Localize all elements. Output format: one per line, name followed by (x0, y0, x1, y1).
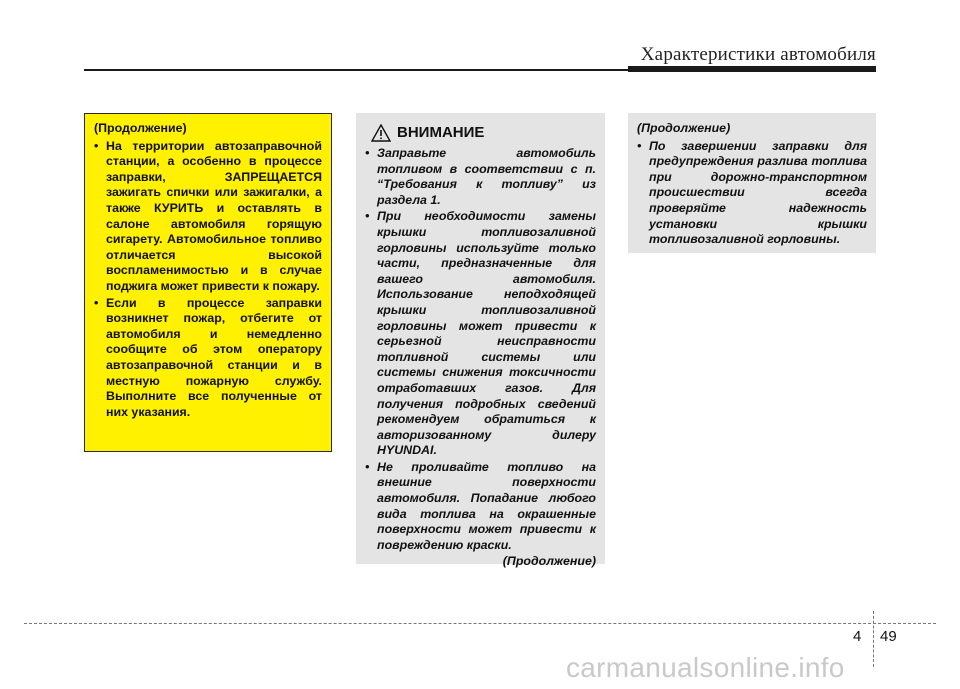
warning-heading-text: ВНИМАНИЕ (397, 124, 485, 142)
footer-vertical-dashed-rule (873, 611, 874, 667)
continued-warning-box (628, 113, 876, 253)
warning-continued-label: (Продолжение) (502, 554, 596, 569)
warning-heading (371, 124, 596, 142)
caution-item: • На территории автозаправочной станции, а особенно в процессе заправки, ЗАПРЕЩАЕТСЯ зажигать спички или зажигалки, а также КУРИТЬ и оставлять в салоне автомобиля горящую сигарету. Автомобильное топливо отличается высокой воспламенимостью и в случае поджига может привести к пожару. (94, 139, 322, 295)
footer-dashed-rule (24, 623, 936, 624)
right-list (637, 139, 867, 248)
right-continued-label: (Продолжение) (637, 121, 731, 135)
watermark: carmanualsonline.info (566, 652, 845, 683)
header-rule-thick (628, 66, 876, 72)
warning-triangle-icon (371, 124, 391, 142)
header-rule-thin (84, 69, 684, 71)
chapter-number: 4 (853, 628, 862, 645)
page-number: 49 (880, 628, 897, 645)
page-header-title: Характеристики автомобиля (640, 44, 876, 65)
warning-box (356, 113, 605, 569)
warning-list (365, 146, 596, 553)
right-item: • По завершении заправки для предупреждения разлива топлива при дорожно-транспортном происшествии всегда проверяйте надежность установки крышки топливозаливной горловины. (637, 139, 867, 248)
warning-item: • При необходимости замены крышки топливозаливной горловины используйте только части, предназначенные для вашего автомобиля. Использование неподходящей крышки топливозаливной горловины может привести к серьезной неисправности топливной системы или системы снижения токсичности отработавших газов. Для получения подробных сведений рекомендуем обратиться к авторизованному дилеру HYUNDAI. (365, 209, 596, 459)
caution-list (94, 139, 322, 421)
caution-box (84, 113, 332, 452)
warning-item: • Не проливайте топливо на внешние поверхности автомобиля. Попадание любого вида топлива на окрашенные поверхности может привести к повреждению краски. (365, 460, 596, 554)
caution-item: • Если в процессе заправки возникнет пожар, отбегите от автомобиля и немедленно сообщите об этом оператору автозаправочной станции и в местную пожарную службу. Выполните все полученные от них указания. (94, 296, 322, 421)
warning-item: • Заправьте автомобиль топливом в соответствии с п. “Требования к топливу” из раздела 1. (365, 146, 596, 208)
caution-continued-label: (Продолжение) (94, 121, 187, 135)
